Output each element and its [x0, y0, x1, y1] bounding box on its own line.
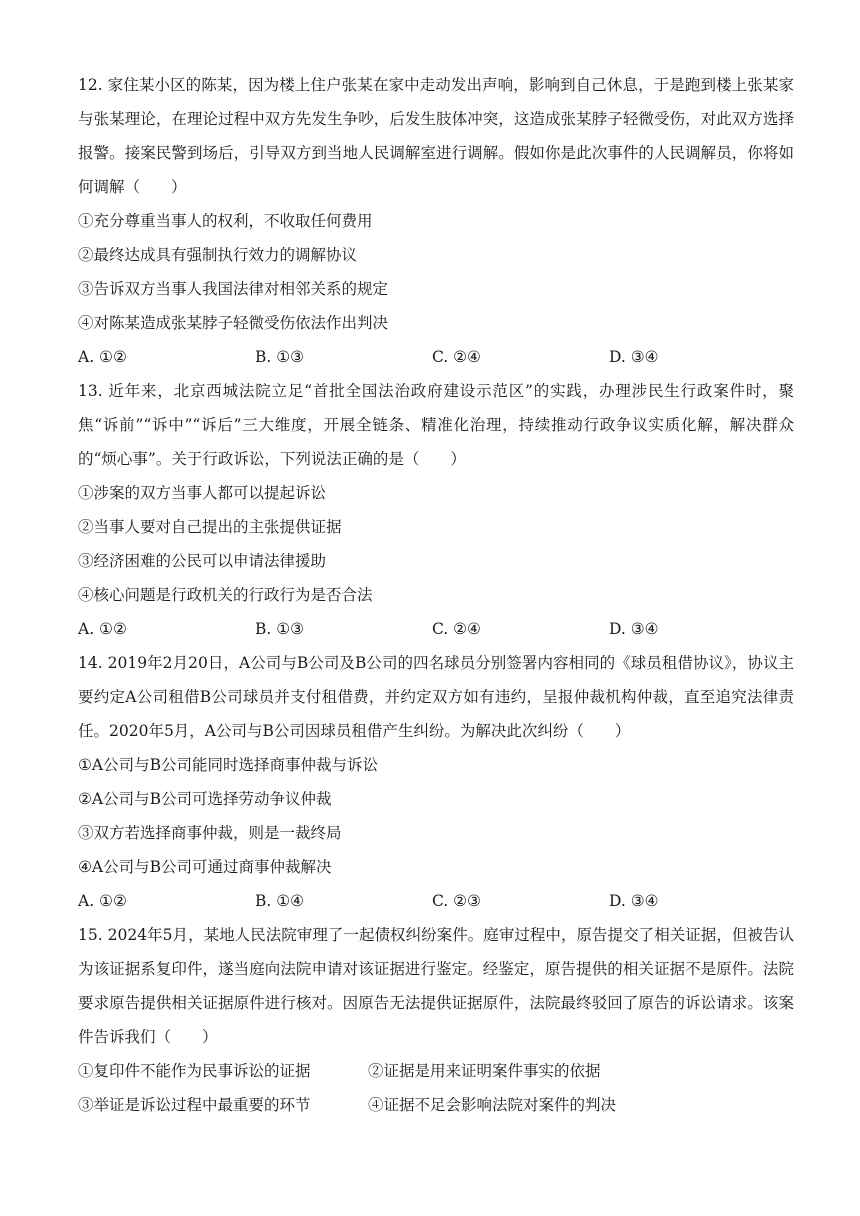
- answer-c: C. ②③: [432, 892, 481, 910]
- answer-d: D. ③④: [609, 892, 659, 910]
- answer-a: A. ①②: [78, 348, 127, 366]
- statement-2: ②当事人要对自己提出的主张提供证据: [78, 518, 342, 536]
- statement-row: [78, 1088, 794, 1122]
- statement-3: ③经济困难的公民可以申请法律援助: [78, 552, 327, 570]
- answer-a: A. ①②: [78, 620, 127, 638]
- answer-b: B. ①③: [255, 620, 305, 638]
- question-list: [78, 68, 794, 1122]
- answer-d: D. ③④: [609, 620, 659, 638]
- question-13: [78, 374, 794, 646]
- statement-1: ①复印件不能作为民事诉讼的证据: [78, 1062, 311, 1080]
- statement-2: ②证据是用来证明案件事实的依据: [368, 1062, 601, 1080]
- statement-1: ①A公司与B公司能同时选择商事仲裁与诉讼: [78, 756, 378, 774]
- answer-c: C. ②④: [432, 620, 481, 638]
- answer-choices: [78, 612, 794, 646]
- answer-c: C. ②④: [432, 348, 481, 366]
- statement-2: ②最终达成具有强制执行效力的调解协议: [78, 246, 358, 264]
- statement-4: ④A公司与B公司可通过商事仲裁解决: [78, 858, 332, 876]
- question-12: [78, 68, 794, 374]
- answer-b: B. ①④: [255, 892, 305, 910]
- statement-3: ③告诉双方当事人我国法律对相邻关系的规定: [78, 280, 389, 298]
- question-stem: 12. 家住某小区的陈某，因为楼上住户张某在家中走动发出声响，影响到自己休息，于是跑到楼上张某家与张某理论，在理论过程中双方先发生争吵，后发生肢体冲突，这造成张某脖子轻微受伤，对此双方选择报警。接案民警到场后，引导双方到当地人民调解室进行调解。假如你是此次事件的人民调解员，你将如何调解（ ）: [78, 76, 794, 196]
- statement-1: ①涉案的双方当事人都可以提起诉讼: [78, 484, 327, 502]
- question-stem: 14. 2019年2月20日，A公司与B公司及B公司的四名球员分别签署内容相同的《球员租借协议》，协议主要约定A公司租借B公司球员并支付租借费，并约定双方如有违约，呈报仲裁机构仲裁，直至追究法律责任。2020年5月，A公司与B公司因球员租借产生纠纷。为解决此次纠纷（ ）: [78, 654, 794, 740]
- statement-row: [78, 1054, 794, 1088]
- answer-a: A. ①②: [78, 892, 127, 910]
- statement-3: ③举证是诉讼过程中最重要的环节: [78, 1096, 311, 1114]
- answer-choices: [78, 340, 794, 374]
- statement-3: ③双方若选择商事仲裁，则是一裁终局: [78, 824, 342, 842]
- answer-choices: [78, 884, 794, 918]
- statement-2: ②A公司与B公司可选择劳动争议仲裁: [78, 790, 332, 808]
- question-stem: 13. 近年来，北京西城法院立足“首批全国法治政府建设示范区”的实践，办理涉民生行政案件时，聚焦“诉前”“诉中”“诉后”三大维度，开展全链条、精准化治理，持续推动行政争议实质化解，解决群众的“烦心事”。关于行政诉讼，下列说法正确的是（ ）: [78, 382, 794, 468]
- statement-4: ④核心问题是行政机关的行政行为是否合法: [78, 586, 373, 604]
- statement-4: ④对陈某造成张某脖子轻微受伤依法作出判决: [78, 314, 389, 332]
- question-15: [78, 918, 794, 1122]
- statement-4: ④证据不足会影响法院对案件的判决: [368, 1096, 617, 1114]
- statement-1: ①充分尊重当事人的权利，不收取任何费用: [78, 212, 373, 230]
- answer-d: D. ③④: [609, 348, 659, 366]
- answer-b: B. ①③: [255, 348, 305, 366]
- question-stem: 15. 2024年5月，某地人民法院审理了一起债权纠纷案件。庭审过程中，原告提交了相关证据，但被告认为该证据系复印件，遂当庭向法院申请对该证据进行鉴定。经鉴定，原告提供的相关证据不是原件。法院要求原告提供相关证据原件进行核对。因原告无法提供证据原件，法院最终驳回了原告的诉讼请求。该案件告诉我们（ ）: [78, 926, 794, 1046]
- question-14: [78, 646, 794, 918]
